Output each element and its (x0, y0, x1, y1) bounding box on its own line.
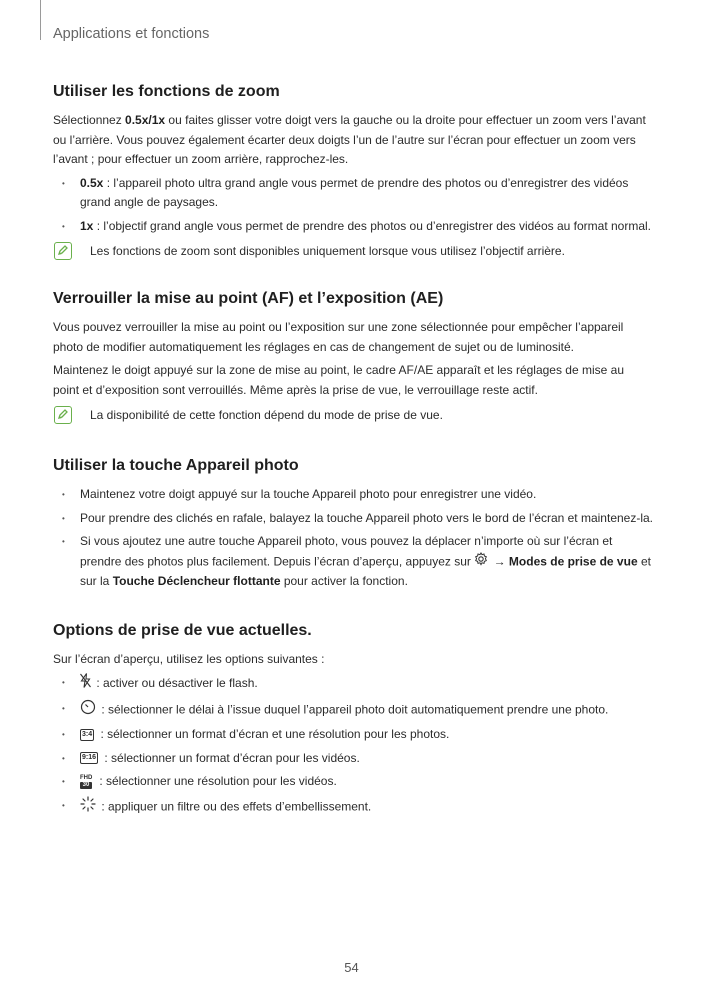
list-item: • Maintenez votre doigt appuyé sur la touche Appareil photo pour enregistrer une vidéo. (53, 485, 653, 505)
list-item: • 1x : l’objectif grand angle vous permet de prendre des photos ou d’enregistrer des vidéos au format normal. (53, 217, 653, 237)
gear-icon (474, 552, 488, 573)
afae-note: La disponibilité de cette fonction dépend du mode de prise de vue. (53, 406, 653, 426)
list-item: • FHD 30 : sélectionner une résolution pour les vidéos. (53, 772, 653, 792)
video-ratio-icon: 9:16 (80, 752, 98, 764)
flash-icon (80, 673, 91, 695)
ratio-icon: 3:4 (80, 729, 94, 741)
afae-paragraph-2: Maintenez le doigt appuyé sur la zone de mise au point, le cadre AF/AE apparaît et les réglages de mise au point et d’exposition sont verrouillés. Même après la prise de vue, le verrouillage reste actif. (53, 363, 625, 397)
header-rule (40, 0, 41, 40)
list-item: • : appliquer un filtre ou des effets d’embellissement. (53, 796, 653, 819)
section-header: Applications et fonctions (53, 26, 210, 42)
zoom-title: Utiliser les fonctions de zoom (53, 83, 280, 100)
afae-title: Verrouiller la mise au point (AF) et l’exposition (AE) (53, 290, 444, 307)
resolution-icon: • FHD 30 (80, 774, 93, 788)
filter-icon (80, 796, 96, 819)
options-title: Options de prise de vue actuelles. (53, 621, 312, 639)
zoom-list (53, 174, 653, 237)
options-intro: Sur l’écran d’aperçu, utilisez les options suivantes : (53, 651, 325, 666)
list-item: • : activer ou désactiver le flash. (53, 673, 653, 695)
list-item: • Si vous ajoutez une autre touche Appareil photo, vous pouvez la déplacer n’importe où sur l’écran et prendre des photos plus facilement. Depuis l’écran d’aperçu, appuyez sur → Modes de prise de vue et sur la Touche Déclencheur flottante pour activer la fonction. (53, 532, 653, 592)
page-content (53, 82, 653, 822)
list-item: • 3:4 : sélectionner un format d’écran et une résolution pour les photos. (53, 725, 653, 745)
list-item: • 9:16 : sélectionner un format d’écran pour les vidéos. (53, 749, 653, 769)
timer-icon (80, 699, 96, 722)
note-icon (54, 406, 72, 424)
shutter-title: Utiliser la touche Appareil photo (53, 457, 299, 474)
shutter-list (53, 485, 653, 592)
zoom-note: Les fonctions de zoom sont disponibles uniquement lorsque vous utilisez l’objectif arrière. (53, 242, 653, 262)
zoom-intro: Sélectionnez 0.5x/1x ou faites glisser votre doigt vers la gauche ou la droite pour effectuer un zoom vers l’avant ou l’arrière. Vous pouvez également écarter deux doigts l’un de l’autre sur l’écran pour effectuer un zoom vers l’avant ; pour effectuer un zoom arrière, rapprochez-les. (53, 113, 646, 166)
options-list (53, 673, 653, 818)
list-item: • : sélectionner le délai à l’issue duquel l’appareil photo doit automatiquement prendre une photo. (53, 699, 653, 722)
list-item: • 0.5x : l’appareil photo ultra grand angle vous permet de prendre des photos ou d’enregistrer des vidéos grand angle de paysages. (53, 174, 653, 213)
page-number: 54 (344, 960, 359, 975)
list-item: • Pour prendre des clichés en rafale, balayez la touche Appareil photo vers le bord de l’écran et maintenez-la. (53, 509, 653, 529)
note-icon (54, 242, 72, 260)
afae-paragraph-1: Vous pouvez verrouiller la mise au point ou l’exposition sur une zone sélectionnée pour empêcher l’appareil photo de modifier automatiquement les réglages en cas de changement de sujet ou de luminosité. (53, 320, 624, 354)
